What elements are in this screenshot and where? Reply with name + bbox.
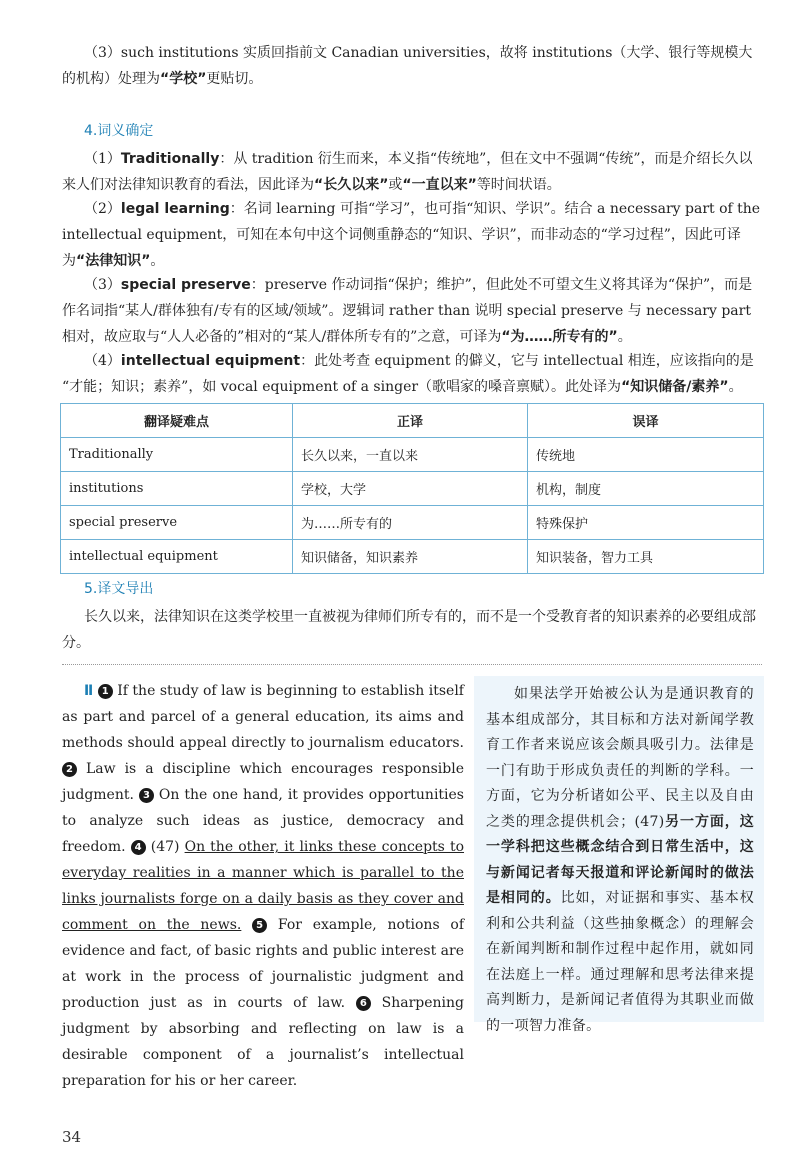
paragraph-traditionally: （1）Traditionally：从 tradition 衍生而来，本义指“传统地”，但在文中不强调“传统”，而是介绍长久以来人们对法律知识教育的看法，因此译为“长久以来”或“一直以来”等时间状语。 [62, 151, 753, 193]
table-header-cell: 误译 [528, 404, 764, 438]
sentence-number-4: 4 [131, 840, 146, 855]
translation-difficulty-table [60, 403, 764, 574]
sentence-number-5: 5 [252, 918, 267, 933]
heading-word-meaning: 4.词义确定 [84, 123, 154, 139]
sentence-number-3: 3 [139, 788, 154, 803]
table-row [61, 540, 764, 574]
table-header-cell: 翻译疑难点 [61, 404, 293, 438]
table-cell: 知识装备，智力工具 [528, 540, 764, 574]
table-header-cell: 正译 [293, 404, 528, 438]
table-row [61, 472, 764, 506]
table-cell: 学校，大学 [293, 472, 528, 506]
english-passage: Ⅱ 1 If the study of law is beginning to establish itself as part and parcel of a general education, its aims and methods should appeal directly to journalism educators. 2 Law is a discipline which encourages responsible judgment. 3 On the one hand, it provides opportunities to analyze such ideas as justice, democracy and freedom. 4 (47) On the other, it links these concepts to everyday realities in a manner which is parallel to the links journalists forge on a daily basis as they cover and comment on the news. 5 For example, notions of evidence and fact, of basic rights and public interest are at work in the process of journalistic judgment and production just as in courts of law. 6 Sharpening judgment by absorbing and reflecting on law is a desirable component of a journalist’s intellectual preparation for his or her career. [62, 683, 465, 1089]
chinese-translation-text: 如果法学开始被公认为是通识教育的基本组成部分，其目标和方法对新闻学教育工作者来说应该会颇具吸引力。法律是一门有助于形成负责任的判断的学科。一方面，它为分析诸如公平、民主以及自由之类的理念提供机会；(47)另一方面，这一学科把这些概念结合到日常生活中，这与新闻记者每天报道和评论新闻时的做法是相同的。比如，对证据和事实、基本权利和公共利益（这些抽象概念）的理解会在新闻判断和制作过程中起作用，就如同在法庭上一样。通过理解和思考法律来提高判断力，是新闻记者值得为其职业而做的一项智力准备。 [486, 686, 755, 1034]
table-row [61, 506, 764, 540]
dotted-divider [62, 664, 762, 665]
table-cell: 机构，制度 [528, 472, 764, 506]
table-cell: 为……所专有的 [293, 506, 528, 540]
table-row [61, 438, 764, 472]
table-cell: Traditionally [61, 438, 293, 472]
paragraph-institutions: （3）such institutions 实质回指前文 Canadian universities，故将 institutions（大学、银行等规模大的机构）处理为“学校”更贴切。 [62, 45, 753, 87]
table-header-row [61, 404, 764, 438]
chinese-translation-box [474, 676, 764, 1034]
table-cell: 传统地 [528, 438, 764, 472]
table-cell: intellectual equipment [61, 540, 293, 574]
sentence-number-6: 6 [356, 996, 371, 1011]
paragraph-legal-learning: （2）legal learning：名词 learning 可指“学习”，也可指“知识、学识”。结合 a necessary part of the intellectual equipment，可知在本句中这个词侧重静态的“知识、学识”，而非动态的“学习过程”，因此可译为“法律知识”。 [62, 201, 761, 269]
section-roman-numeral: Ⅱ [84, 683, 94, 699]
table-cell: institutions [61, 472, 293, 506]
underlined-sentence-47: On the other, it links these concepts to everyday realities in a manner which is parallel to the links journalists forge on a daily basis as they cover and comment on the news. [62, 839, 465, 933]
table-cell: special preserve [61, 506, 293, 540]
paragraph-intellectual-equipment: （4）intellectual equipment：此处考查 equipment 的僻义，它与 intellectual 相连，应该指向的是 “才能；知识；素养”，如 vocal equipment of a singer（歌唱家的嗓音禀赋）。此处译为“知识储备/素养”。 [62, 353, 754, 395]
sentence-number-1: 1 [98, 684, 113, 699]
paragraph-special-preserve: （3）special preserve：preserve 作动词指“保护；维护”，但此处不可望文生义将其译为“保护”，而是作名词指“某人/群体独有/专有的区域/领域”。逻辑词 rather than 说明 special preserve 与 necessary part 相对，故应取与“人人必备的”相对的“某人/群体所专有的”之意，可译为“为……所专有的”。 [62, 277, 753, 345]
sentence-number-2: 2 [62, 762, 77, 777]
page-number: 34 [62, 1128, 82, 1146]
highlighted-translation-47: 另一方面，这一学科把这些概念结合到日常生活中，这与新闻记者每天报道和评论新闻时的做法是相同的。 [486, 813, 754, 906]
table-cell: 知识储备，知识素养 [293, 540, 528, 574]
table-cell: 特殊保护 [528, 506, 764, 540]
table-cell: 长久以来，一直以来 [293, 438, 528, 472]
heading-translation-output: 5.译文导出 [84, 581, 154, 597]
paragraph-translation: 长久以来，法律知识在这类学校里一直被视为律师们所专有的，而不是一个受教育者的知识素养的必要组成部分。 [62, 609, 756, 651]
